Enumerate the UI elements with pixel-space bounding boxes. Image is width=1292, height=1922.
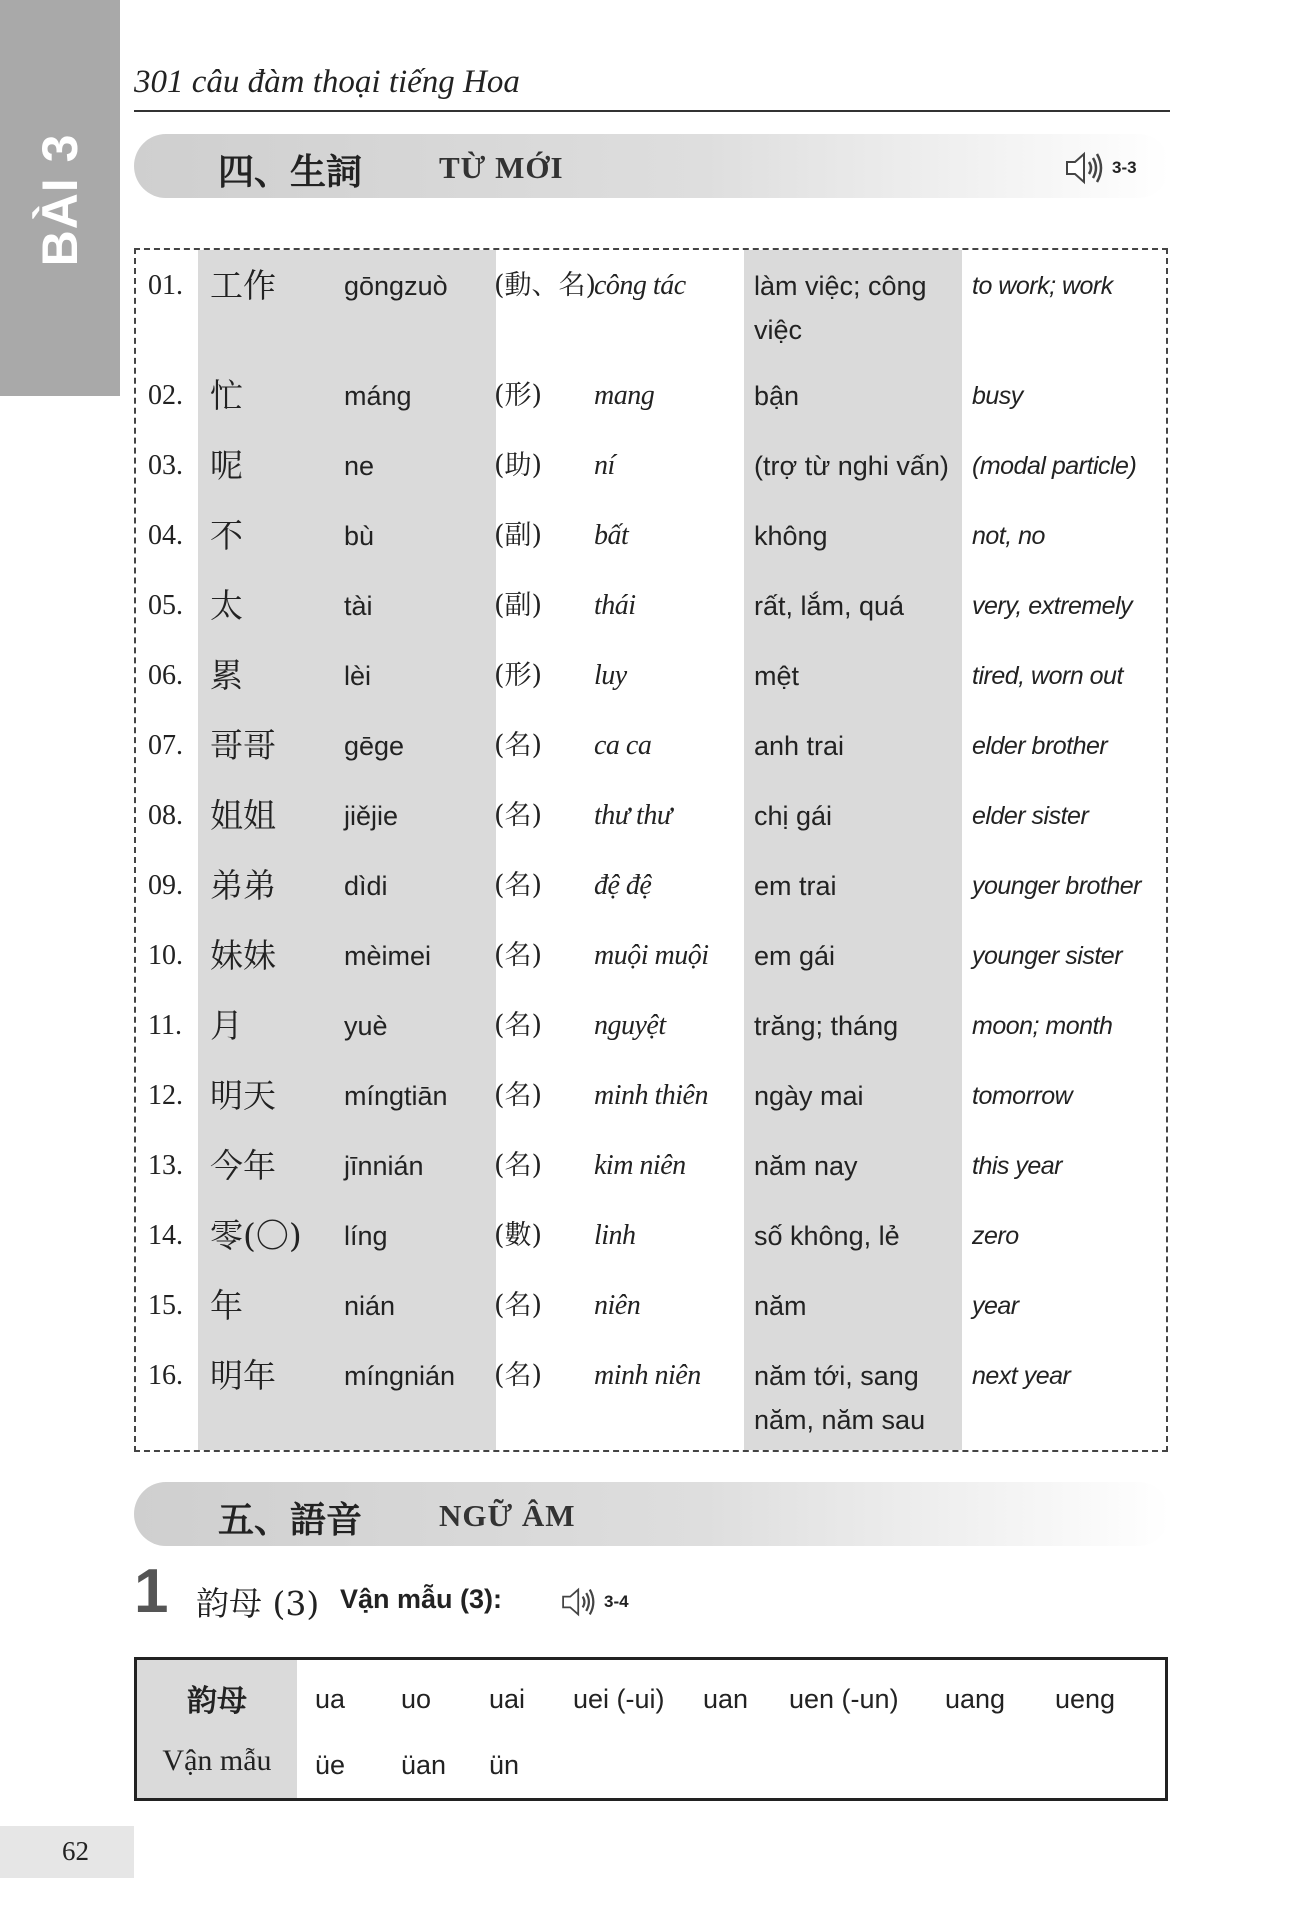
vocab-pinyin: lèi [344,661,372,691]
vocab-english: very, extremely [972,592,1133,620]
section-header-vocab [134,134,1170,198]
vocab-pinyin: yuè [344,1011,388,1041]
vocab-part-of-speech: (形) [494,380,543,411]
vocab-hanzi: 姐姐 [210,796,276,835]
vocab-han-viet: thái [594,590,636,621]
vocab-part-of-speech: (名) [494,1080,543,1111]
header-rule [134,110,1170,112]
vocab-hanzi: 累 [210,656,243,695]
vocab-hanzi: 忙 [210,376,243,415]
vocab-number: 10. [148,940,183,971]
column-shade-left [198,250,496,1450]
vocab-english: younger brother [972,872,1142,900]
final-item: ua [315,1684,346,1714]
final-item: üan [401,1750,447,1780]
chapter-label: BÀI 3 [32,133,88,267]
vocab-part-of-speech: (數) [494,1220,543,1251]
vocab-hanzi: 弟弟 [210,866,276,905]
vocab-number: 01. [148,270,183,301]
vocab-number: 06. [148,660,183,691]
vocab-hanzi: 月 [210,1006,243,1045]
vocab-vietnamese: em trai [754,871,837,901]
vocab-vietnamese: năm tới, sang năm, năm sau [754,1361,926,1435]
vocab-han-viet: ca ca [594,730,652,761]
vocab-vietnamese: rất, lắm, quá [754,591,905,621]
vocab-vietnamese: mệt [754,661,800,691]
vocab-number: 03. [148,450,183,481]
vocab-han-viet: linh [594,1220,636,1251]
vocab-han-viet: công tác [594,270,686,301]
vocab-number: 12. [148,1080,183,1111]
vocab-han-viet: minh niên [594,1360,701,1391]
vocab-part-of-speech: (名) [494,1010,543,1041]
audio-track-3-4[interactable] [560,1586,629,1618]
chapter-side-tab [0,0,120,396]
finals-label-vi: Vận mẫu [162,1744,272,1777]
section-title-vi: NGỮ ÂM [439,1498,576,1533]
track-number: 3-3 [1112,158,1137,177]
final-item: üe [315,1750,346,1780]
vocab-part-of-speech: (助) [494,450,543,481]
vocab-number: 15. [148,1290,183,1321]
subsection-number: 1 [134,1557,169,1626]
vocab-han-viet: minh thiên [594,1080,708,1111]
section-header-phonetics [134,1482,1170,1546]
vocab-hanzi: 年 [210,1286,243,1325]
section-title-cn: 五、語音 [218,1499,363,1541]
vocab-hanzi: 不 [210,516,243,555]
vocab-english: year [972,1292,1019,1320]
speaker-icon [560,1586,600,1618]
vocab-hanzi: 明年 [210,1356,276,1395]
vocab-pinyin: gēge [344,731,405,761]
vocab-english: this year [972,1152,1062,1180]
final-item: ün [489,1750,520,1780]
vocab-pinyin: míngnián [344,1361,456,1391]
vocab-english: next year [972,1362,1071,1390]
vocab-hanzi: 零(〇) [210,1216,302,1255]
page-number: 62 [62,1836,89,1866]
vocab-pinyin: míngtiān [344,1081,448,1111]
vocab-vietnamese: chị gái [754,801,833,831]
final-item: uan [703,1684,749,1714]
vocab-hanzi: 今年 [210,1146,276,1185]
vocab-han-viet: thư thư [594,800,672,831]
subsection-title-cn: 韵母 (3) [196,1584,320,1623]
vocab-vietnamese: em gái [754,941,836,971]
vocab-han-viet: nguyệt [594,1010,666,1041]
subsection-title-vi: Vận mẫu (3): [340,1584,503,1614]
vocab-number: 14. [148,1220,183,1251]
vocabulary-table [134,248,1168,1452]
vocab-vietnamese: năm nay [754,1151,858,1181]
vocab-pinyin: líng [344,1221,388,1251]
vocab-part-of-speech: (名) [494,800,543,831]
vocab-hanzi: 哥哥 [210,726,276,765]
vocab-han-viet: luy [594,660,627,691]
vocab-number: 13. [148,1150,183,1181]
section-title-vi: TỪ MỚI [439,150,564,185]
final-item: uang [945,1684,1006,1714]
vocab-part-of-speech: (名) [494,1360,543,1391]
final-item: uen (-un) [789,1684,899,1714]
vocab-pinyin: máng [344,381,412,411]
vocab-part-of-speech: (動、名) [494,270,597,301]
vocab-pinyin: nián [344,1291,396,1321]
vocab-han-viet: đệ đệ [594,870,652,901]
vocab-pinyin: gōngzuò [344,271,448,301]
vocab-english: tomorrow [972,1082,1073,1110]
final-item: uei (-ui) [573,1684,665,1714]
vocab-english: moon; month [972,1012,1113,1040]
vocab-han-viet: bất [594,520,629,551]
vocab-pinyin: dìdi [344,871,388,901]
final-item: ueng [1055,1684,1116,1714]
vocab-part-of-speech: (名) [494,1150,543,1181]
vocab-vietnamese: (trợ từ nghi vấn) [754,451,949,481]
vocab-number: 09. [148,870,183,901]
vocab-pinyin: bù [344,521,375,551]
vocab-part-of-speech: (形) [494,660,543,691]
vocab-vietnamese: anh trai [754,731,845,761]
vocab-han-viet: niên [594,1290,641,1321]
vocab-han-viet: muội muội [594,940,709,971]
vocab-english: (modal particle) [972,452,1137,480]
vocab-english: not, no [972,522,1045,550]
vocab-part-of-speech: (名) [494,940,543,971]
vocab-part-of-speech: (名) [494,870,543,901]
vocab-part-of-speech: (名) [494,1290,543,1321]
vocab-english: busy [972,382,1023,410]
vocab-part-of-speech: (名) [494,730,543,761]
final-item: uo [401,1684,432,1714]
vocab-part-of-speech: (副) [494,520,543,551]
vocab-pinyin: jīnnián [344,1151,424,1181]
vocab-vietnamese: không [754,521,828,551]
final-item: uai [489,1684,526,1714]
vocab-hanzi: 妹妹 [210,936,276,975]
vocab-pinyin: ne [344,451,375,481]
vocab-number: 16. [148,1360,183,1391]
vocab-hanzi: 工作 [210,266,276,305]
vocab-number: 05. [148,590,183,621]
vocab-vietnamese: năm [754,1291,807,1321]
vocab-number: 11. [148,1010,182,1041]
finals-label-cn: 韵母 [187,1684,247,1719]
vocab-vietnamese: số không, lẻ [754,1221,900,1251]
vocab-english: tired, worn out [972,662,1123,690]
vocab-english: elder sister [972,802,1089,830]
vocab-han-viet: kim niên [594,1150,686,1181]
vocab-vietnamese: làm việc; công việc [754,271,927,345]
finals-table [134,1657,1168,1801]
vocab-english: to work; work [972,272,1113,300]
book-title: 301 câu đàm thoại tiếng Hoa [134,64,520,100]
column-shade-right [744,250,962,1450]
vocab-pinyin: mèimei [344,941,432,971]
vocab-han-viet: ní [594,450,615,481]
audio-track-3-3[interactable] [1064,150,1137,186]
vocab-hanzi: 明天 [210,1076,276,1115]
vocab-vietnamese: bận [754,381,800,411]
vocab-pinyin: tài [344,591,373,621]
vocab-number: 02. [148,380,183,411]
speaker-icon [1064,150,1108,186]
vocab-english: elder brother [972,732,1108,760]
vocab-number: 08. [148,800,183,831]
vocab-vietnamese: ngày mai [754,1081,864,1111]
vocab-english: zero [972,1222,1019,1250]
vocab-hanzi: 呢 [210,446,243,485]
vocab-english: younger sister [972,942,1123,970]
track-number: 3-4 [604,1592,629,1611]
vocab-vietnamese: trăng; tháng [754,1011,899,1041]
vocab-part-of-speech: (副) [494,590,543,621]
section-title-cn: 四、生詞 [218,151,363,193]
vocab-pinyin: jiějie [344,801,399,831]
vocab-hanzi: 太 [210,586,243,625]
vocab-number: 07. [148,730,183,761]
vocab-number: 04. [148,520,183,551]
vocab-han-viet: mang [594,380,655,411]
